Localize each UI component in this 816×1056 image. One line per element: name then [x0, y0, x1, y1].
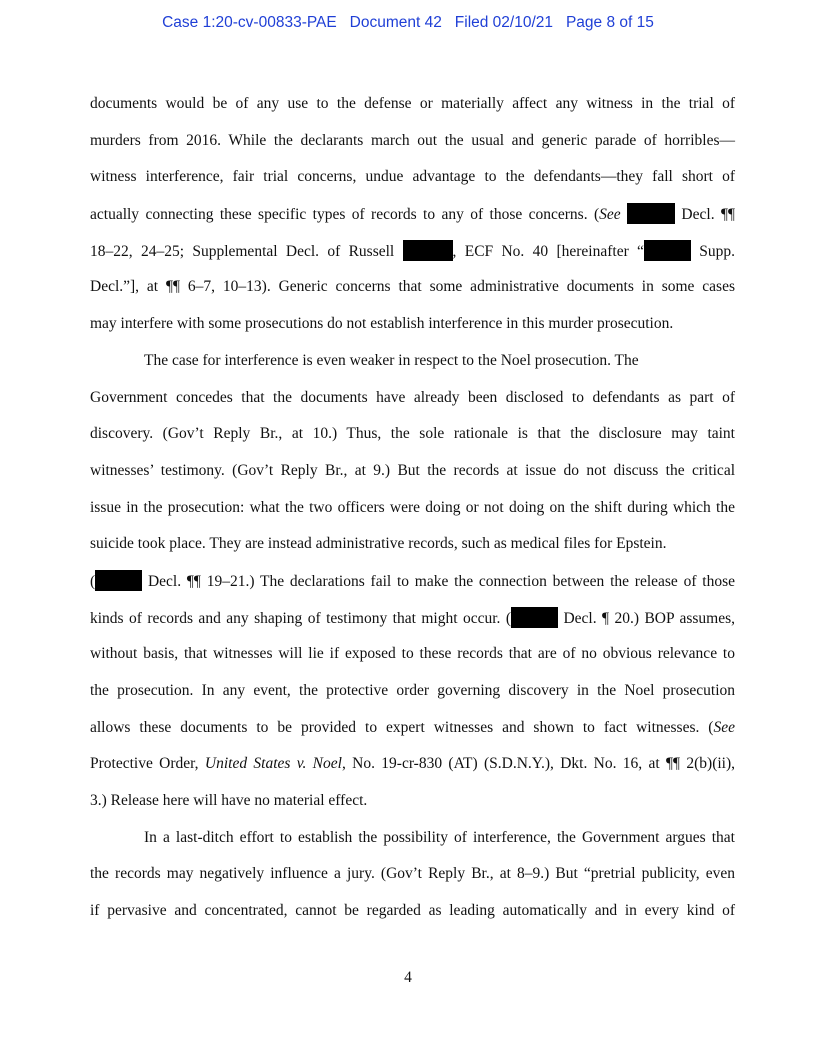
redaction-box	[403, 240, 453, 261]
text-span: Supp.	[690, 242, 736, 260]
text-span: Decl. ¶¶ 19–21.) The declarations fail to make the connection between the release of those	[142, 572, 735, 590]
redaction-box	[644, 240, 691, 261]
text-line	[90, 607, 735, 644]
text-span: actually connecting these specific types of records to any of those concerns. (	[90, 206, 600, 224]
text-line	[90, 717, 735, 754]
text-span: allows these documents to be provided to expert witnesses and shown to fact witnesses. (	[90, 718, 714, 736]
text-span: Decl. ¶ 20.) BOP assumes,	[558, 609, 736, 627]
text-line: issue in the prosecution: what the two officers were doing or not doing on the shift during which the	[90, 498, 735, 516]
text-line: may interfere with some prosecutions do not establish interference in this murder prosecution.	[90, 315, 674, 333]
text-line: the records may negatively influence a jury. (Gov’t Reply Br., at 8–9.) But “pretrial publicity, even	[90, 865, 735, 883]
redaction-box	[627, 203, 675, 224]
case-number: Case 1:20-cv-00833-PAE	[162, 14, 337, 31]
text-line: In a last-ditch effort to establish the possibility of interference, the Government argues that	[144, 828, 735, 846]
text-line	[90, 753, 735, 790]
text-span: (	[90, 572, 96, 590]
text-span: , No. 19-cr-830 (AT) (S.D.N.Y.), Dkt. No. 16, at ¶¶ 2(b)(ii),	[341, 755, 736, 773]
text-line: suicide took place. They are instead administrative records, such as medical files for Epstein.	[90, 535, 667, 553]
document-body	[90, 93, 735, 937]
text-line: 3.) Release here will have no material effect.	[90, 792, 368, 810]
filed-date: Filed 02/10/21	[454, 14, 554, 31]
text-line: The case for interference is even weaker in respect to the Noel prosecution. The	[144, 351, 639, 369]
page-number: 4	[404, 969, 412, 986]
text-line: witnesses’ testimony. (Gov’t Reply Br., at 9.) But the records at issue do not discuss the critical	[90, 461, 735, 479]
text-line: Government concedes that the documents have already been disclosed to defendants as part of	[90, 388, 735, 406]
text-span: , ECF No. 40 [hereinafter “	[452, 242, 644, 260]
text-line: if pervasive and concentrated, cannot be regarded as leading automatically and in every kind of	[90, 902, 735, 920]
text-line: documents would be of any use to the defense or materially affect any witness in the trial of	[90, 95, 735, 112]
italic-see: See	[599, 206, 621, 224]
case-citation: United States v. Noel	[204, 755, 342, 773]
text-line: the prosecution. In any event, the protective order governing discovery in the Noel prosecution	[90, 682, 735, 699]
text-span: 18–22, 24–25; Supplemental Decl. of Russell	[90, 242, 403, 260]
text-line: without basis, that witnesses will lie if exposed to these records that are of no obvious relevance to	[90, 645, 735, 663]
page-of-pages: Page 8 of 15	[565, 14, 654, 31]
text-span: Protective Order,	[90, 755, 205, 773]
case-header	[0, 14, 816, 32]
text-line: murders from 2016. While the declarants march out the usual and generic parade of horribles—	[90, 131, 735, 149]
text-line: witness interference, fair trial concerns, undue advantage to the defendants—they fall short of	[90, 168, 735, 186]
redaction-box	[95, 570, 142, 591]
redaction-box	[511, 607, 558, 628]
document-number: Document 42	[349, 14, 442, 31]
text-span: kinds of records and any shaping of testimony that might occur. (	[90, 609, 511, 627]
text-line: Decl.”], at ¶¶ 6–7, 10–13). Generic concerns that some administrative documents in some cases	[90, 278, 735, 296]
italic-see: See	[713, 718, 735, 736]
text-line	[90, 570, 735, 607]
text-line	[90, 240, 735, 277]
text-line	[90, 203, 735, 240]
text-line: discovery. (Gov’t Reply Br., at 10.) Thus, the sole rationale is that the disclosure may taint	[90, 425, 735, 443]
text-span: Decl. ¶¶	[675, 206, 735, 224]
